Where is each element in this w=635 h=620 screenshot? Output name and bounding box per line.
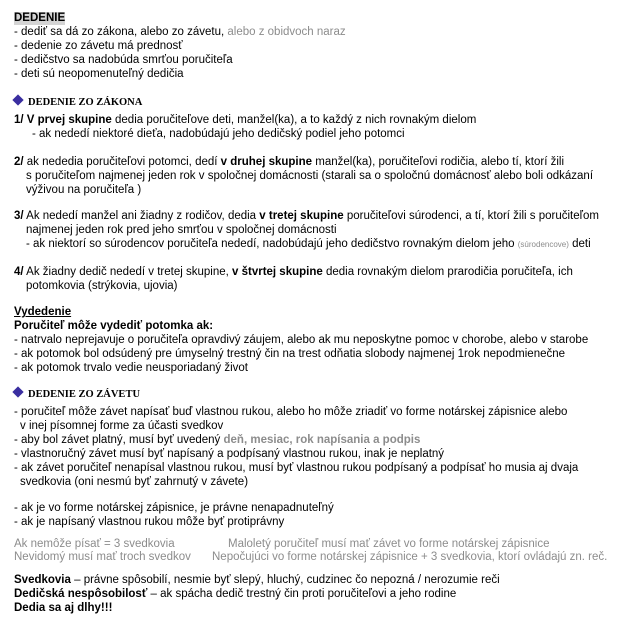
zavet-line: - aby bol závet platný, musí byť uvedený deň, mesiac, rok napísania a podpis bbox=[14, 434, 421, 446]
intro-line: - dedenie zo závetu má prednosť bbox=[14, 40, 183, 52]
intro-line: - deti sú neopomenuteľný dedičia bbox=[14, 68, 184, 80]
vydedenie-subtitle: Poručiteľ môže vydediť potomka ak: bbox=[14, 320, 214, 332]
group-4-line: potomkovia (strýkovia, ujovia) bbox=[26, 280, 178, 292]
diamond-bullet-icon bbox=[12, 386, 23, 397]
vydedenie-title: Vydedenie bbox=[14, 306, 72, 318]
vydedenie-item: - ak potomok trvalo vedie neusporiadaný život bbox=[14, 362, 248, 374]
group-4-line: 4/ Ak žiadny dedič nededí v tretej skupine, v štvrtej skupine dedia rovnakým dielom prarodičia poručiteľa, ich bbox=[14, 266, 573, 278]
grey-note: Nevidomý musí mať troch svedkov bbox=[14, 551, 191, 563]
zavet-line: - poručiteľ môže závet napísať buď vlastnou rukou, alebo ho môže zriadiť vo forme notárskej zápisnice alebo bbox=[14, 406, 568, 418]
zavet-line: - ak je vo forme notárskej zápisnice, je právne nenapadnuteľný bbox=[14, 502, 334, 514]
zavet-line: - vlastnoručný závet musí byť napísaný a podpísaný vlastnou rukou, inak je neplatný bbox=[14, 448, 445, 460]
grey-note: Nepočujúci vo forme notárskej zápisnice + 3 svedkovia, ktorí ovládajú zn. reč. bbox=[212, 551, 608, 563]
group-3-line: 3/ Ak nededí manžel ani žiadny z rodičov, dedia v tretej skupine poručiteľovi súrodenci, a tí, ktorí žili s poručiteľom bbox=[14, 210, 599, 222]
intro-line: - dedičstvo sa nadobúda smrťou poručiteľa bbox=[14, 54, 233, 66]
footer-nesposobilost: Dedičská nespôsobilosť – ak spácha dedič trestný čin proti poručiteľovi a jeho rodine bbox=[14, 588, 457, 600]
page-title: DEDENIE bbox=[14, 12, 66, 24]
group-1-line: 1/ V prvej skupine dedia poručiteľove deti, manžel(ka), a to každý z nich rovnakým dielom bbox=[14, 114, 477, 126]
vydedenie-item: - natrvalo neprejavuje o poručiteľa opravdivý záujem, alebo ak mu neposkytne pomoc v chorobe, alebo v starobe bbox=[14, 334, 589, 346]
section-heading-zakona: DEDENIE ZO ZÁKONA bbox=[10, 96, 142, 109]
zavet-line: - ak závet poručiteľ nenapísal vlastnou rukou, musí byť vlastnou rukou podpísaný a podpísať ho musia aj dvaja bbox=[14, 462, 579, 474]
grey-note: Ak nemôže písať = 3 svedkovia bbox=[14, 538, 175, 550]
zavet-line: v inej písomnej forme za účasti svedkov bbox=[20, 420, 224, 432]
vydedenie-item: - ak potomok bol odsúdený pre úmyselný trestný čin na trest odňatia slobody najmenej 1rok nepodmienečne bbox=[14, 348, 566, 360]
group-2-line: s poručiteľom najmenej jeden rok v spoločnej domácnosti (starali sa o spoločnú domácnosť alebo boli odkázaní bbox=[26, 170, 594, 182]
diamond-bullet-icon bbox=[12, 94, 23, 105]
zavet-line: - ak je napísaný vlastnou rukou môže byť protiprávny bbox=[14, 516, 285, 528]
zavet-line: svedkovia (oni nesmú byť zahrnutý v závete) bbox=[20, 476, 249, 488]
group-3-line: - ak niektorí so súrodencov poručiteľa nededí, nadobúdajú jeho dedičstvo rovnakým dielom jeho (súrodencove) deti bbox=[26, 238, 591, 250]
group-1-line: - ak nededí niektoré dieťa, nadobúdajú jeho dedičský podiel jeho potomci bbox=[32, 128, 405, 140]
footer-dlhy: Dedia sa aj dlhy!!! bbox=[14, 602, 113, 614]
group-2-line: 2/ ak nededia poručiteľovi potomci, dedí v druhej skupine manžel(ka), poručiteľovi rodičia, alebo tí, ktorí žili bbox=[14, 156, 565, 168]
footer-svedkovia: Svedkovia – právne spôsobilí, nesmie byť slepý, hluchý, cudzinec čo nepozná / nerozumie reči bbox=[14, 574, 500, 586]
section-heading-zavetu: DEDENIE ZO ZÁVETU bbox=[10, 388, 140, 401]
group-2-line: výživou na poručiteľa ) bbox=[26, 184, 142, 196]
grey-note: Maloletý poručiteľ musí mať závet vo forme notárskej zápisnice bbox=[228, 538, 550, 550]
group-3-line: najmenej jeden rok pred jeho smrťou v spoločnej domácnosti bbox=[26, 224, 337, 236]
intro-line: - dediť sa dá zo zákona, alebo zo závetu, alebo z obidvoch naraz bbox=[14, 26, 346, 38]
